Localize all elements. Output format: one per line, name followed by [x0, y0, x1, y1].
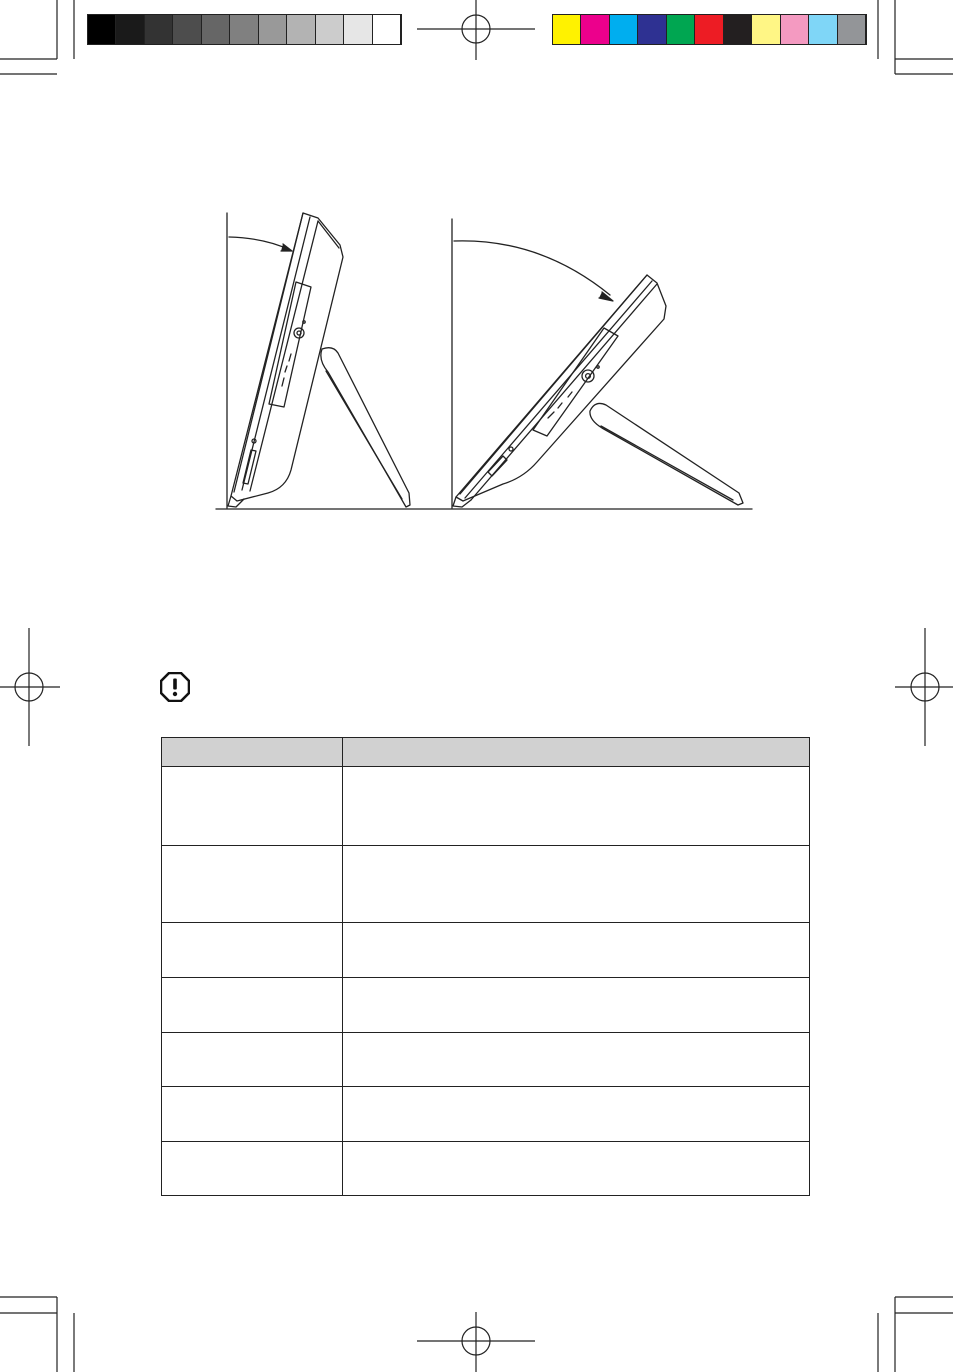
table-header-cell [343, 738, 810, 767]
table-header-row [162, 738, 810, 767]
table-cell [343, 846, 810, 923]
table-row [162, 1142, 810, 1196]
table-row [162, 923, 810, 978]
table-cell [162, 1033, 343, 1087]
table-cell [162, 923, 343, 978]
table-cell [162, 1087, 343, 1142]
table-cell [162, 767, 343, 846]
table-cell [162, 846, 343, 923]
table-cell [343, 1033, 810, 1087]
registration-mark-icon [0, 628, 60, 746]
table-cell [343, 1087, 810, 1142]
table-row [162, 846, 810, 923]
table-cell [162, 1142, 343, 1196]
registration-mark-icon [895, 628, 953, 746]
table-row [162, 1087, 810, 1142]
registration-mark-icon [417, 1312, 537, 1372]
table-row [162, 1033, 810, 1087]
table-cell [343, 978, 810, 1033]
table-cell [343, 923, 810, 978]
warning-icon [160, 672, 190, 702]
monitor-tilt-illustration [0, 0, 953, 560]
table-row [162, 767, 810, 846]
table-cell [343, 767, 810, 846]
table-cell [343, 1142, 810, 1196]
table-cell [162, 978, 343, 1033]
table-row [162, 978, 810, 1033]
specifications-table [161, 737, 810, 1196]
table-header-cell [162, 738, 343, 767]
